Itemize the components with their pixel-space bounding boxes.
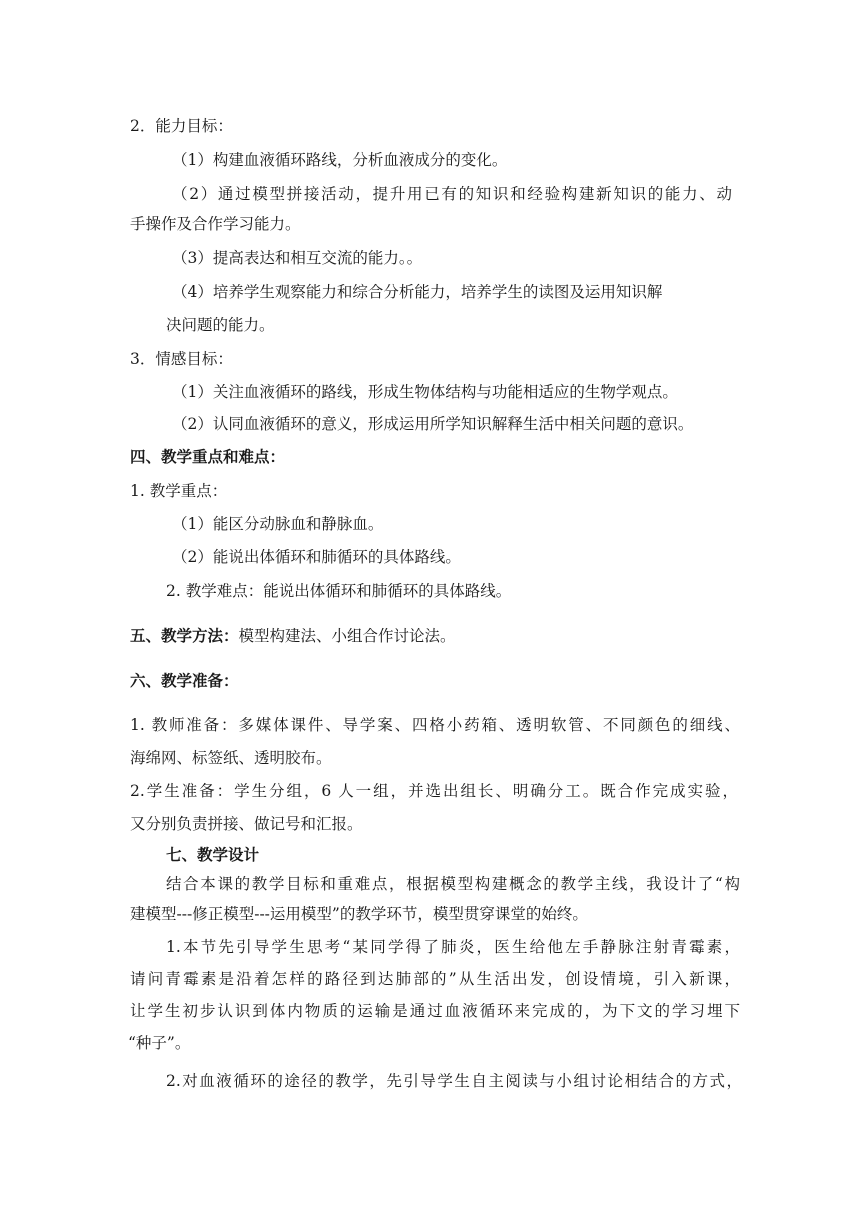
paragraph-line: 结合本课的教学目标和重难点，根据模型构建概念的教学主线，我设计了“构	[166, 875, 740, 893]
paragraph-line: 手操作及合作学习能力。	[130, 215, 301, 233]
paragraph-line: （2）能说出体循环和肺循环的具体路线。	[172, 548, 461, 566]
section-heading-teaching-methods: 五、教学方法：	[130, 626, 239, 645]
paragraph-line: 2.学生准备：学生分组，6 人一组，并选出组长、明确分工。既合作完成实验，	[130, 782, 738, 800]
teaching-methods-text: 模型构建法、小组合作讨论法。	[238, 627, 456, 645]
paragraph-line: （3）提高表达和相互交流的能力。。	[172, 249, 423, 267]
paragraph-line: 1. 教师准备：多媒体课件、导学案、四格小药箱、透明软管、不同颜色的细线、	[130, 716, 740, 734]
paragraph-line: （4）培养学生观察能力和综合分析能力，培养学生的读图及运用知识解	[172, 283, 663, 301]
paragraph-line: （1）能区分动脉血和静脉血。	[172, 515, 384, 533]
paragraph-line: （2）认同血液循环的意义，形成运用所学知识解释生活中相关问题的意识。	[172, 415, 694, 433]
section-heading-emotion-goals: 3．情感目标：	[130, 350, 233, 368]
section-heading-key-points: 四、教学重点和难点：	[130, 447, 286, 466]
paragraph-line: （2）通过模型拼接活动，提升用已有的知识和经验构建新知识的能力、动	[172, 185, 732, 203]
paragraph-line: 1. 教学重点：	[130, 482, 228, 500]
paragraph-line: 又分别负责拼接、做记号和汇报。	[130, 815, 363, 833]
paragraph-line: 2. 教学难点：能说出体循环和肺循环的具体路线。	[166, 582, 512, 600]
section-teaching-methods	[130, 626, 456, 646]
paragraph-line: （1）构建血液循环路线，分析血液成分的变化。	[172, 151, 508, 169]
paragraph-line: “种子”。	[128, 1034, 191, 1052]
paragraph-line: 决问题的能力。	[166, 316, 275, 334]
section-heading-ability-goals: 2．能力目标：	[130, 117, 233, 135]
paragraph-line: （1）关注血液循环的路线，形成生物体结构与功能相适应的生物学观点。	[172, 383, 678, 401]
section-heading-teaching-prep: 六、教学准备：	[130, 671, 239, 690]
paragraph-line: 海绵网、标签纸、透明胶布。	[130, 749, 332, 767]
paragraph-line: 2.对血液循环的途径的教学，先引导学生自主阅读与小组讨论相结合的方式，	[166, 1072, 742, 1090]
paragraph-line: 请问青霉素是沿着怎样的路径到达肺部的”从生活出发，创设情境，引入新课，	[130, 970, 740, 988]
paragraph-line: 建模型---修正模型---运用模型”的教学环节，模型贯穿课堂的始终。	[130, 905, 588, 923]
section-heading-teaching-design: 七、教学设计	[166, 845, 260, 864]
paragraph-line: 让学生初步认识到体内物质的运输是通过血液循环来完成的，为下文的学习埋下	[130, 1002, 740, 1020]
paragraph-line: 1.本节先引导学生思考“某同学得了肺炎，医生给他左手静脉注射青霉素，	[166, 938, 740, 956]
